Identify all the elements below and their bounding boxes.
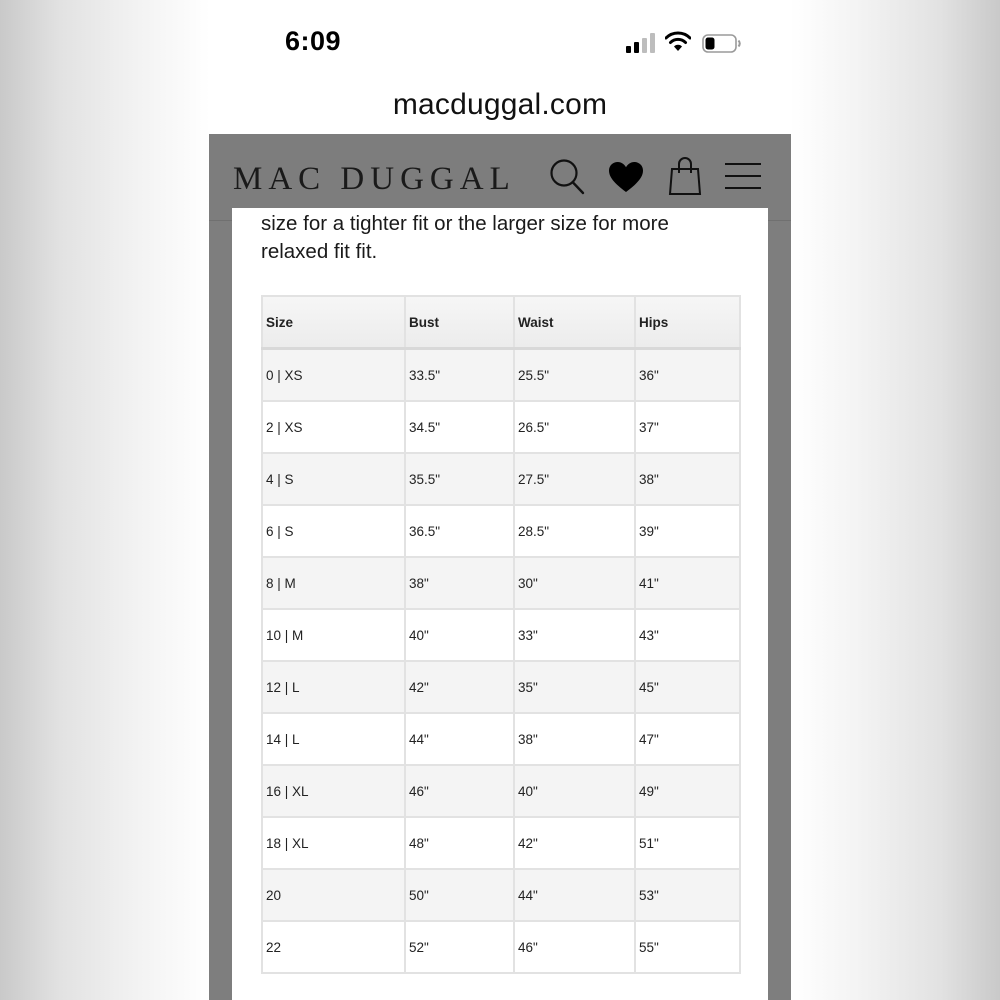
cell-bust: 38" xyxy=(405,557,514,609)
table-row xyxy=(262,609,740,661)
cell-waist: 42" xyxy=(514,817,635,869)
menu-icon[interactable] xyxy=(724,162,762,190)
cell-bust: 48" xyxy=(405,817,514,869)
cell-waist: 38" xyxy=(514,713,635,765)
table-row xyxy=(262,453,740,505)
cell-size: 22 xyxy=(262,921,405,973)
intro-line: relaxed fit fit. xyxy=(261,240,378,263)
cell-waist: 27.5" xyxy=(514,453,635,505)
cell-hips: 45" xyxy=(635,661,740,713)
cell-hips: 36" xyxy=(635,349,740,402)
column-header-hips: Hips xyxy=(635,296,740,349)
cell-bust: 34.5" xyxy=(405,401,514,453)
cell-waist: 28.5" xyxy=(514,505,635,557)
cell-waist: 33" xyxy=(514,609,635,661)
cell-hips: 49" xyxy=(635,765,740,817)
heart-icon[interactable] xyxy=(608,161,644,193)
cell-size: 18 | XL xyxy=(262,817,405,869)
cell-hips: 53" xyxy=(635,869,740,921)
cell-waist: 25.5" xyxy=(514,349,635,402)
cell-size: 14 | L xyxy=(262,713,405,765)
cell-size: 6 | S xyxy=(262,505,405,557)
cell-hips: 39" xyxy=(635,505,740,557)
cell-bust: 50" xyxy=(405,869,514,921)
intro-line: size for a tighter fit or the larger size for more xyxy=(261,212,669,235)
cell-waist: 26.5" xyxy=(514,401,635,453)
cell-size: 10 | M xyxy=(262,609,405,661)
cell-waist: 30" xyxy=(514,557,635,609)
cell-hips: 47" xyxy=(635,713,740,765)
cell-hips: 37" xyxy=(635,401,740,453)
table-header-row xyxy=(262,296,740,349)
table-row xyxy=(262,713,740,765)
cell-bust: 40" xyxy=(405,609,514,661)
address-bar[interactable] xyxy=(209,80,791,134)
cellular-signal-icon xyxy=(626,33,658,53)
cell-bust: 35.5" xyxy=(405,453,514,505)
table-row xyxy=(262,401,740,453)
cell-hips: 51" xyxy=(635,817,740,869)
table-row xyxy=(262,661,740,713)
cell-hips: 38" xyxy=(635,453,740,505)
cell-size: 2 | XS xyxy=(262,401,405,453)
cell-bust: 33.5" xyxy=(405,349,514,402)
size-guide-intro xyxy=(261,210,731,266)
cell-waist: 35" xyxy=(514,661,635,713)
cell-hips: 55" xyxy=(635,921,740,973)
table-row xyxy=(262,765,740,817)
url-text: macduggal.com xyxy=(392,88,608,121)
phone-screen xyxy=(209,0,791,1000)
cell-bust: 46" xyxy=(405,765,514,817)
size-guide-content xyxy=(232,208,768,1000)
table-row xyxy=(262,557,740,609)
table-row xyxy=(262,817,740,869)
web-page xyxy=(209,134,791,1000)
table-row xyxy=(262,921,740,973)
column-header-size: Size xyxy=(262,296,405,349)
shopping-bag-icon[interactable] xyxy=(668,156,702,196)
cell-bust: 44" xyxy=(405,713,514,765)
cell-size: 4 | S xyxy=(262,453,405,505)
cell-waist: 46" xyxy=(514,921,635,973)
size-chart-table xyxy=(261,295,741,974)
table-row xyxy=(262,505,740,557)
cell-bust: 36.5" xyxy=(405,505,514,557)
status-time: 6:09 xyxy=(285,26,342,56)
cell-size: 8 | M xyxy=(262,557,405,609)
table-row xyxy=(262,869,740,921)
cell-size: 12 | L xyxy=(262,661,405,713)
cell-bust: 52" xyxy=(405,921,514,973)
table-row xyxy=(262,349,740,402)
battery-icon xyxy=(702,34,742,53)
brand-logo[interactable]: MAC DUGGAL xyxy=(233,161,516,197)
cell-hips: 43" xyxy=(635,609,740,661)
column-header-bust: Bust xyxy=(405,296,514,349)
column-header-waist: Waist xyxy=(514,296,635,349)
cell-size: 20 xyxy=(262,869,405,921)
wifi-icon xyxy=(665,30,691,52)
cell-waist: 44" xyxy=(514,869,635,921)
cell-size: 0 | XS xyxy=(262,349,405,402)
status-bar xyxy=(209,0,791,80)
cell-hips: 41" xyxy=(635,557,740,609)
cell-bust: 42" xyxy=(405,661,514,713)
search-icon[interactable] xyxy=(549,158,585,196)
cell-waist: 40" xyxy=(514,765,635,817)
cell-size: 16 | XL xyxy=(262,765,405,817)
